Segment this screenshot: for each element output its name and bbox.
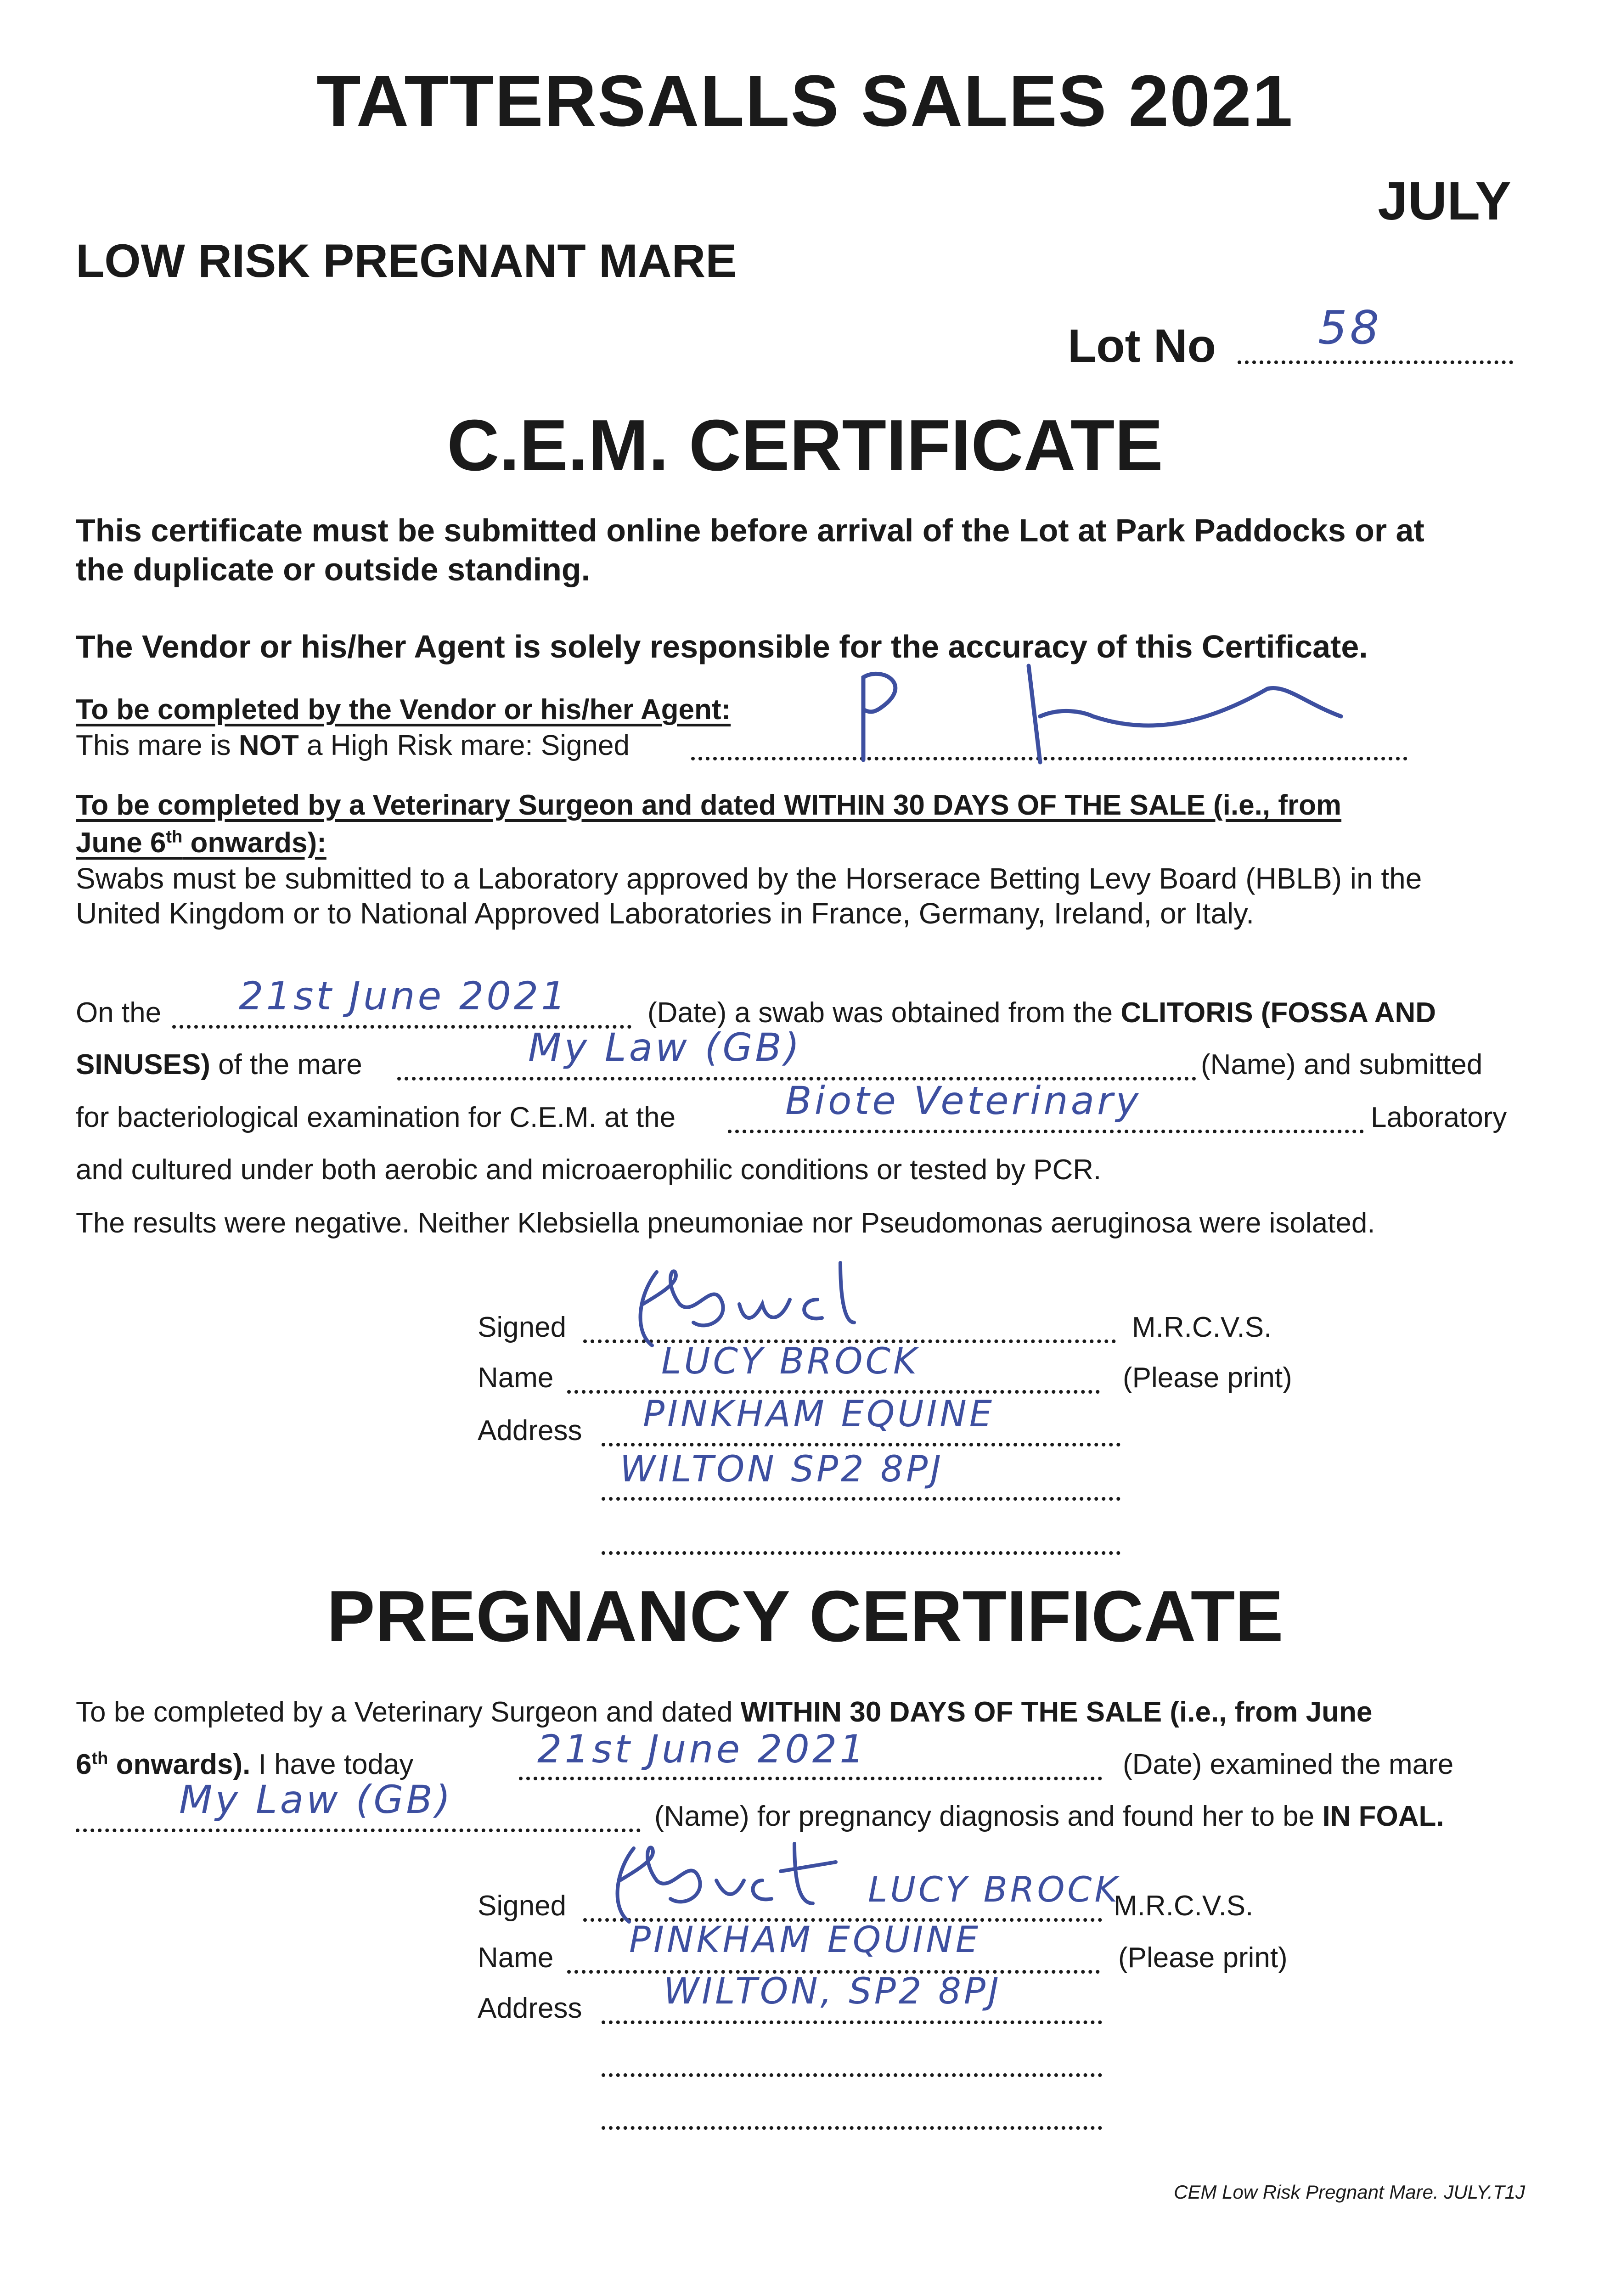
submission-instruction-line2: the duplicate or outside standing. — [76, 551, 591, 587]
bacteriological-exam-label: for bacteriological examination for C.E.M. at the — [76, 1102, 676, 1133]
pregnancy-vet-name-value: PINKHAM EQUINE — [629, 1919, 981, 1961]
vendor-signature — [854, 657, 1382, 767]
vendor-declaration-pre: This mare is — [76, 730, 239, 761]
pregnancy-please-print-label: (Please print) — [1118, 1942, 1288, 1974]
cem-address-label: Address — [478, 1415, 582, 1446]
name-and-submitted-label: (Name) and submitted — [1201, 1049, 1483, 1080]
culture-conditions: and cultured under both aerobic and microaerophilic conditions or tested by PCR. — [76, 1154, 1102, 1186]
cem-address-line2 — [602, 1497, 1120, 1501]
cem-address-line1-value: PINKHAM EQUINE — [643, 1394, 995, 1435]
vet-heading-june: June 6 — [76, 827, 166, 859]
cem-address-line2-value: WILTON SP2 8PJ — [620, 1449, 944, 1490]
vet-heading-onwards: onwards): — [182, 827, 327, 859]
swab-site-bold: CLITORIS (FOSSA AND — [1120, 997, 1436, 1029]
pregnancy-line2-six: 6 — [76, 1749, 92, 1780]
pregnancy-mrcvs-label: M.R.C.V.S. — [1114, 1890, 1254, 1922]
pregnancy-line1-bold: WITHIN 30 DAYS OF THE SALE (i.e., from June — [740, 1696, 1373, 1728]
vet-heading-superscript: th — [166, 827, 183, 847]
cem-mrcvs-label: M.R.C.V.S. — [1132, 1311, 1272, 1343]
examined-the-mare-label: (Date) examined the mare — [1123, 1749, 1454, 1780]
pregnancy-address-label: Address — [478, 1992, 582, 2024]
mare-name-value: My Law (GB) — [528, 1025, 802, 1070]
cem-name-label: Name — [478, 1362, 554, 1394]
pregnancy-mare-name-value: My Law (GB) — [179, 1777, 453, 1822]
swab-requirement-line1: Swabs must be submitted to a Laboratory approved by the Horserace Betting Levy Board (HBLB) in the — [76, 862, 1422, 895]
submission-instruction-line1: This certificate must be submitted online before arrival of the Lot at Park Paddocks or at — [76, 512, 1424, 548]
pregnancy-mare-name-line — [76, 1829, 641, 1832]
laboratory-label: Laboratory — [1371, 1102, 1507, 1133]
negative-results-statement: The results were negative. Neither Klebsiella pneumoniae nor Pseudomonas aeruginosa were isolated. — [76, 1207, 1375, 1239]
of-the-mare-label: of the mare — [210, 1049, 362, 1080]
lot-number-value: 58 — [1318, 301, 1382, 355]
vendor-declaration-post: a High Risk mare: Signed — [298, 730, 630, 761]
pregnancy-certificate-heading: PREGNANCY CERTIFICATE — [327, 1576, 1283, 1657]
swab-date-suffix-text: (Date) a swab was obtained from the — [647, 997, 1121, 1029]
pregnancy-signed-name-value: LUCY BROCK — [868, 1869, 1120, 1910]
pregnancy-line1-text: To be completed by a Veterinary Surgeon and dated — [76, 1696, 741, 1728]
cem-name-line — [567, 1390, 1100, 1394]
form-code-footer: CEM Low Risk Pregnant Mare. JULY.T1J — [1174, 2181, 1525, 2203]
cem-address-line3 — [602, 1551, 1120, 1555]
document-title: TATTERSALLS SALES 2021 — [316, 61, 1294, 141]
pregnancy-signed-label: Signed — [478, 1890, 567, 1922]
swab-date-suffix — [647, 996, 1436, 1029]
pregnancy-line2-onwards: onwards). — [108, 1749, 251, 1780]
pregnancy-address-line3 — [602, 2126, 1102, 2130]
vet-section-heading-line2 — [76, 827, 327, 859]
cem-signed-label: Signed — [478, 1311, 567, 1343]
lot-number-label: Lot No — [1068, 320, 1216, 372]
responsibility-statement: The Vendor or his/her Agent is solely responsible for the accuracy of this Certificate. — [76, 629, 1368, 664]
laboratory-line — [728, 1130, 1364, 1133]
vendor-declaration-not: NOT — [238, 730, 299, 761]
swab-requirement-line2: United Kingdom or to National Approved Laboratories in France, Germany, Ireland, or Italy. — [76, 897, 1255, 930]
pregnancy-line1 — [76, 1696, 1372, 1728]
examination-date-value: 21st June 2021 — [537, 1727, 867, 1772]
sinuses-line — [76, 1048, 362, 1081]
lot-number-line — [1238, 360, 1513, 364]
cem-please-print-label: (Please print) — [1123, 1362, 1292, 1394]
mare-category: LOW RISK PREGNANT MARE — [76, 235, 737, 287]
pregnancy-line2-text: I have today — [250, 1749, 414, 1780]
pregnancy-line3-text: (Name) for pregnancy diagnosis and found her to be — [654, 1801, 1323, 1832]
laboratory-value: Biote Veterinary — [785, 1078, 1142, 1123]
pregnancy-line3 — [654, 1800, 1444, 1833]
pregnancy-address-line2 — [602, 2073, 1102, 2077]
vendor-section-heading: To be completed by the Vendor or his/her Agent: — [76, 694, 731, 726]
cem-certificate-heading: C.E.M. CERTIFICATE — [447, 405, 1163, 486]
cem-vet-name-value: LUCY BROCK — [661, 1341, 920, 1382]
vet-section-heading-line1: To be completed by a Veterinary Surgeon and dated WITHIN 30 DAYS OF THE SALE (i.e., from — [76, 789, 1342, 821]
swab-date-value: 21st June 2021 — [239, 974, 569, 1019]
pregnancy-line2-superscript: th — [91, 1749, 108, 1768]
sinuses-bold: SINUSES) — [76, 1049, 210, 1080]
pregnancy-address-line1-value: WILTON, SP2 8PJ — [664, 1971, 1002, 2012]
in-foal-result: IN FOAL. — [1322, 1801, 1444, 1832]
pregnancy-line2 — [76, 1748, 413, 1781]
on-the-label: On the — [76, 997, 162, 1029]
examination-date-line — [519, 1777, 1102, 1780]
vendor-declaration — [76, 729, 630, 762]
sale-month: JULY — [1378, 171, 1511, 231]
cem-address-line1 — [602, 1443, 1120, 1446]
pregnancy-name-label: Name — [478, 1942, 554, 1974]
pregnancy-address-line1 — [602, 2020, 1102, 2024]
